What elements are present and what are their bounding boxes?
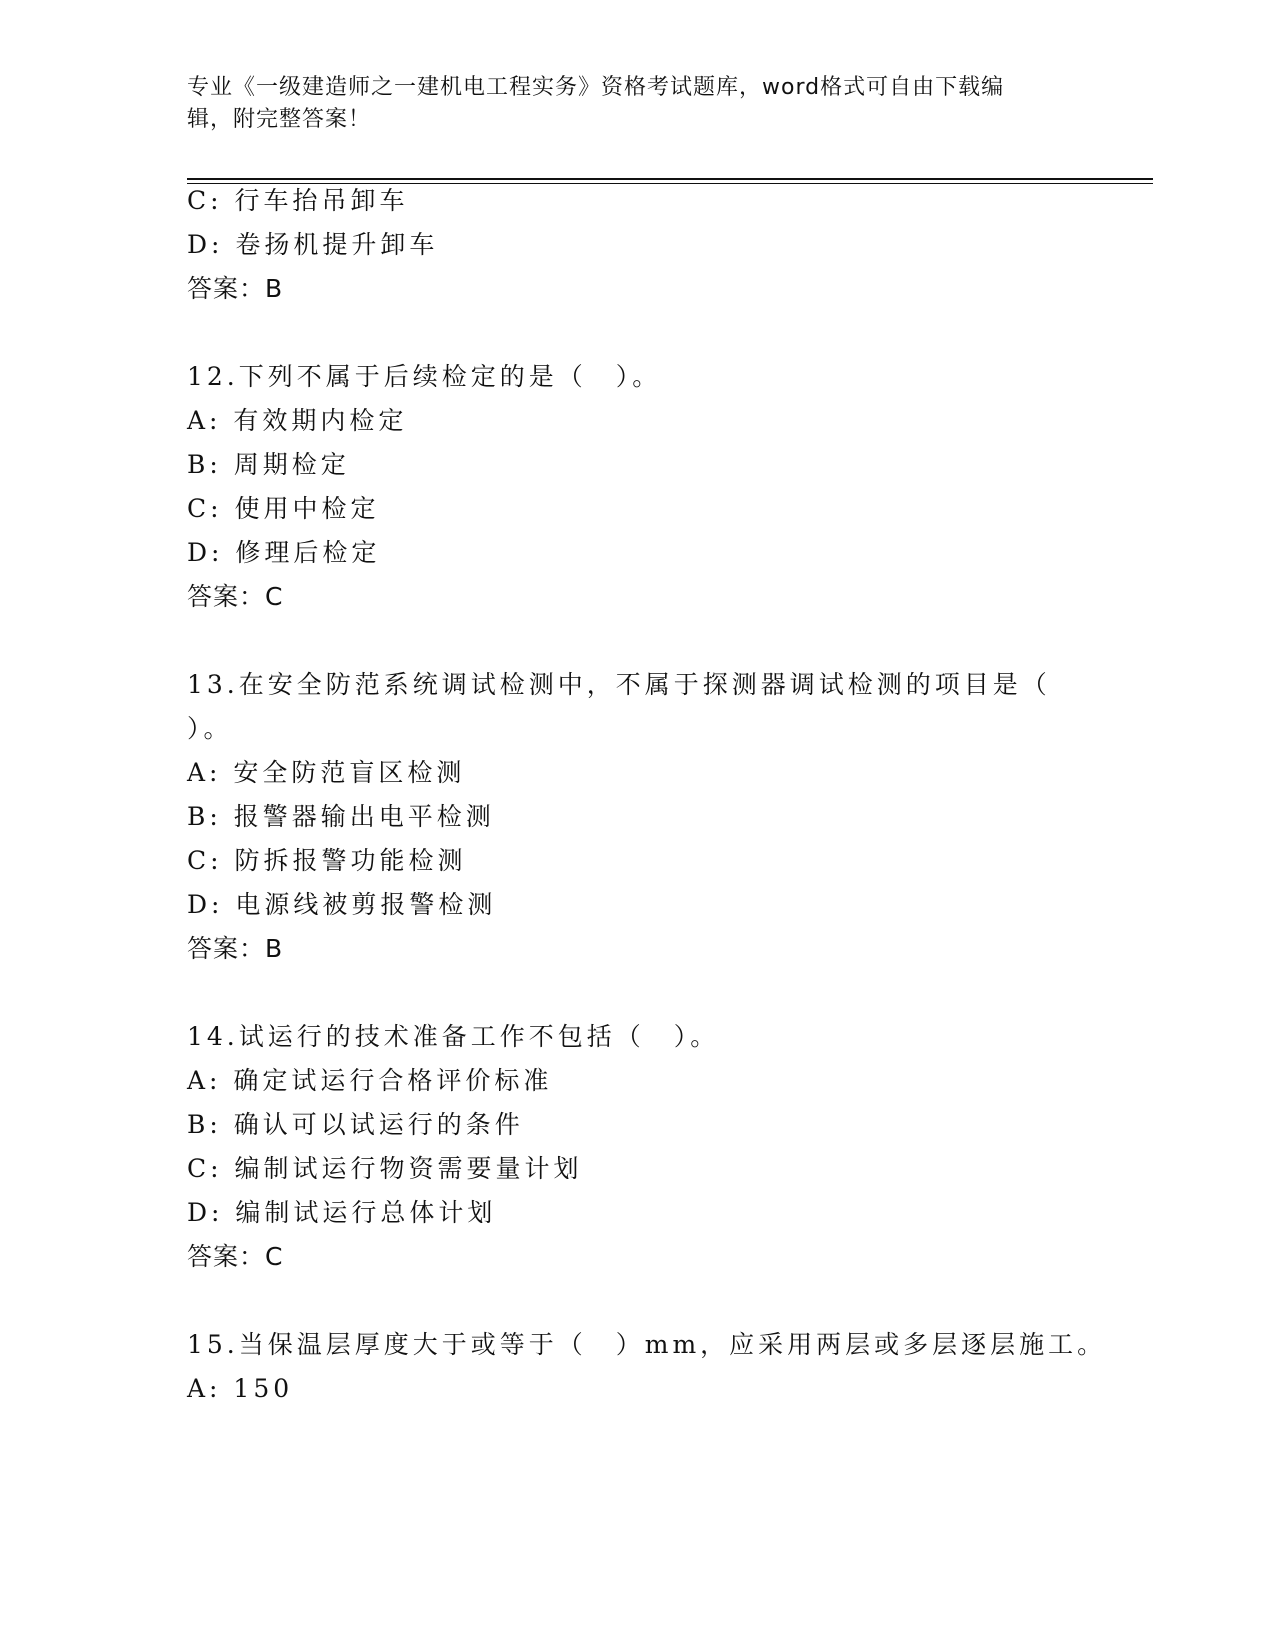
q14-option-d: D: 编制试运行总体计划 (187, 1198, 497, 1227)
q12-option-c: C: 使用中检定 (187, 494, 380, 523)
q14-option-a: A: 确定试运行合格评价标准 (187, 1066, 553, 1095)
q14-answer: 答案：C (187, 1242, 284, 1271)
q12-option-b: B: 周期检定 (187, 450, 350, 479)
q13-option-a: A: 安全防范盲区检测 (187, 758, 466, 787)
header-line-1: 专业《一级建造师之一建机电工程实务》资格考试题库，word格式可自由下载编 (187, 75, 1005, 100)
q15-question: 15.当保温层厚度大于或等于（ ）mm，应采用两层或多层逐层施工。 (187, 1330, 1107, 1359)
q13-question-line-2: ）。 (187, 714, 233, 743)
q14-option-b: B: 确认可以试运行的条件 (187, 1110, 524, 1139)
q11-option-d: D: 卷扬机提升卸车 (187, 230, 439, 259)
document-header (187, 72, 1067, 136)
q13-option-d: D: 电源线被剪报警检测 (187, 890, 497, 919)
q12-answer: 答案：C (187, 582, 284, 611)
q15-option-a: A: 150 (187, 1374, 294, 1403)
q12-option-a: A: 有效期内检定 (187, 406, 408, 435)
q13-answer: 答案：B (187, 934, 284, 963)
header-divider-thick (187, 178, 1153, 180)
q11-answer: 答案：B (187, 274, 284, 303)
header-line-2: 辑，附完整答案！ (187, 107, 372, 132)
q13-option-c: C: 防拆报警功能检测 (187, 846, 467, 875)
q13-option-b: B: 报警器输出电平检测 (187, 802, 495, 831)
q12-option-d: D: 修理后检定 (187, 538, 381, 567)
q12-question: 12.下列不属于后续检定的是（ ）。 (187, 362, 662, 391)
q14-option-c: C: 编制试运行物资需要量计划 (187, 1154, 583, 1183)
q14-question: 14.试运行的技术准备工作不包括（ ）。 (187, 1022, 720, 1051)
q13-question-line-1: 13.在安全防范系统调试检测中，不属于探测器调试检测的项目是（ (187, 670, 1051, 699)
q11-option-c: C: 行车抬吊卸车 (187, 186, 409, 215)
